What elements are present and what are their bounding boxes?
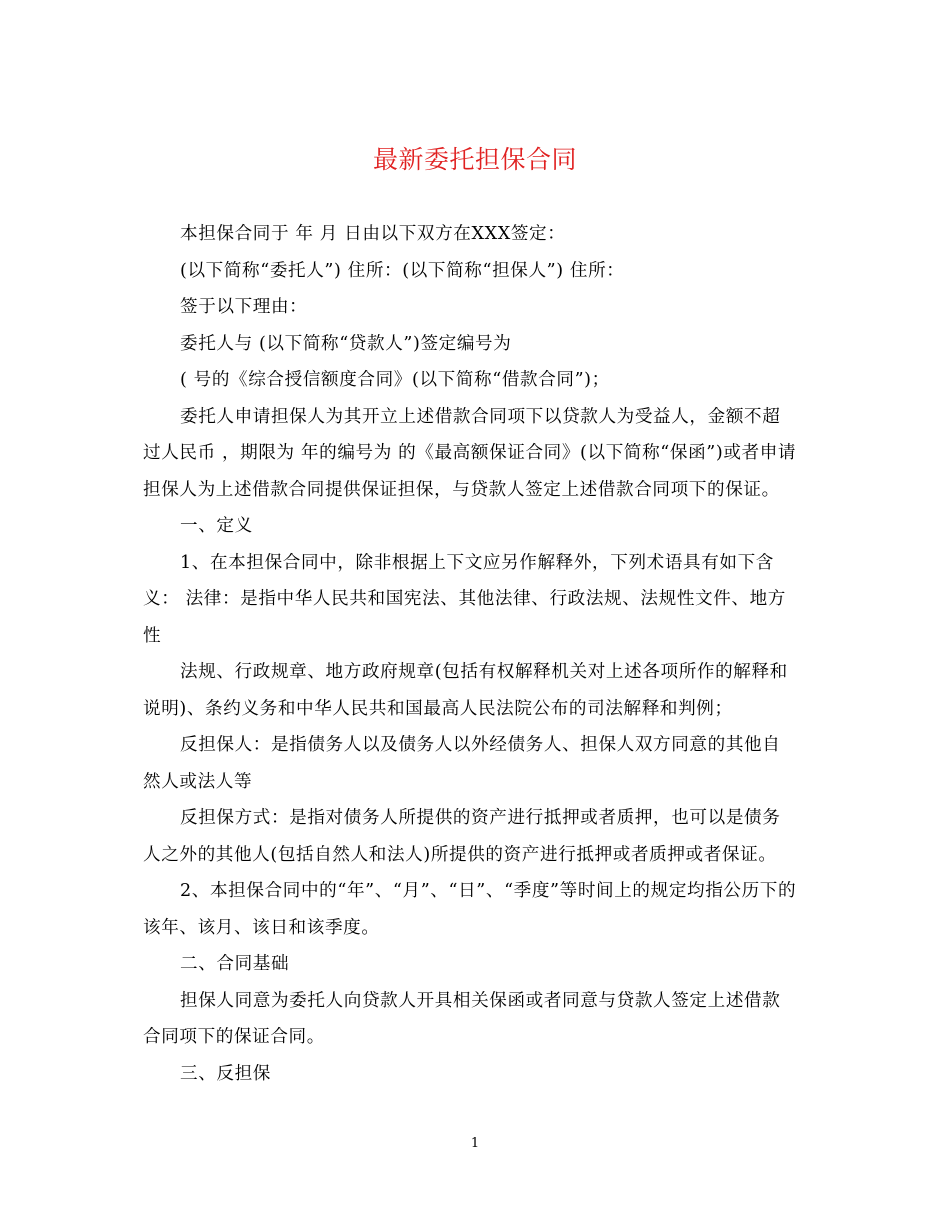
paragraph-line-counter-method-2: 人之外的其他人(包括自然人和法人)所提供的资产进行抵押或者质押或者保证。	[143, 845, 777, 865]
paragraph-line-date-parties: 本担保合同于 年 月 日由以下双方在XXX签定：	[180, 224, 566, 244]
paragraph-line-addresses: (以下简称“委托人”) 住所：(以下简称“担保人”) 住所：	[180, 261, 625, 281]
paragraph-line-definitions-1: 1、在本担保合同中，除非根据上下文应另作解释外，下列术语具有如下含	[180, 553, 774, 573]
paragraph-line-time-terms-2: 该年、该月、该日和该季度。	[143, 918, 380, 938]
paragraph-line-counter-guarantor-1: 反担保人：是指债务人以及债务人以外经债务人、担保人双方同意的其他自	[180, 735, 781, 755]
paragraph-line-application-2: 过人民币 ，期限为 年的编号为 的《最高额保证合同》(以下简称“保函”)或者申请	[143, 443, 797, 463]
paragraph-line-counter-guarantor-2: 然人或法人等	[143, 772, 253, 792]
paragraph-line-regulations-2: 说明)、条约义务和中华人民共和国最高人民法院公布的司法解释和判例；	[143, 699, 733, 719]
section-heading-counter-guarantee: 三、反担保	[180, 1064, 271, 1084]
paragraph-line-basis-1: 担保人同意为委托人向贷款人开具相关保函或者同意与贷款人签定上述借款	[180, 991, 781, 1011]
paragraph-line-definitions-2: 义： 法律：是指中华人民共和国宪法、其他法律、行政法规、法规性文件、地方	[143, 589, 786, 609]
section-heading-definitions: 一、定义	[180, 516, 253, 536]
page-number: 1	[470, 1136, 480, 1151]
paragraph-line-application-3: 担保人为上述借款合同提供保证担保，与贷款人签定上述借款合同项下的保证。	[143, 480, 780, 500]
paragraph-line-regulations-1: 法规、行政规章、地方政府规章(包括有权解释机关对上述各项所作的解释和	[180, 662, 788, 682]
paragraph-line-definitions-3: 性	[143, 626, 162, 646]
paragraph-line-reasons: 签于以下理由：	[180, 297, 308, 317]
section-heading-contract-basis: 二、合同基础	[180, 954, 290, 974]
paragraph-line-credit-contract: ( 号的《综合授信额度合同》(以下简称“借款合同”)；	[180, 370, 610, 390]
paragraph-line-basis-2: 合同项下的保证合同。	[143, 1027, 325, 1047]
document-title: 最新委托担保合同	[372, 145, 577, 174]
paragraph-line-time-terms-1: 2、本担保合同中的“年”、“月”、“日”、“季度”等时间上的规定均指公历下的	[180, 881, 797, 901]
paragraph-line-counter-method-1: 反担保方式：是指对债务人所提供的资产进行抵押或者质押，也可以是债务	[180, 808, 781, 828]
paragraph-line-application-1: 委托人申请担保人为其开立上述借款合同项下以贷款人为受益人，金额不超	[180, 407, 781, 427]
paragraph-line-client-lender: 委托人与 (以下简称“贷款人”)签定编号为	[180, 334, 512, 354]
